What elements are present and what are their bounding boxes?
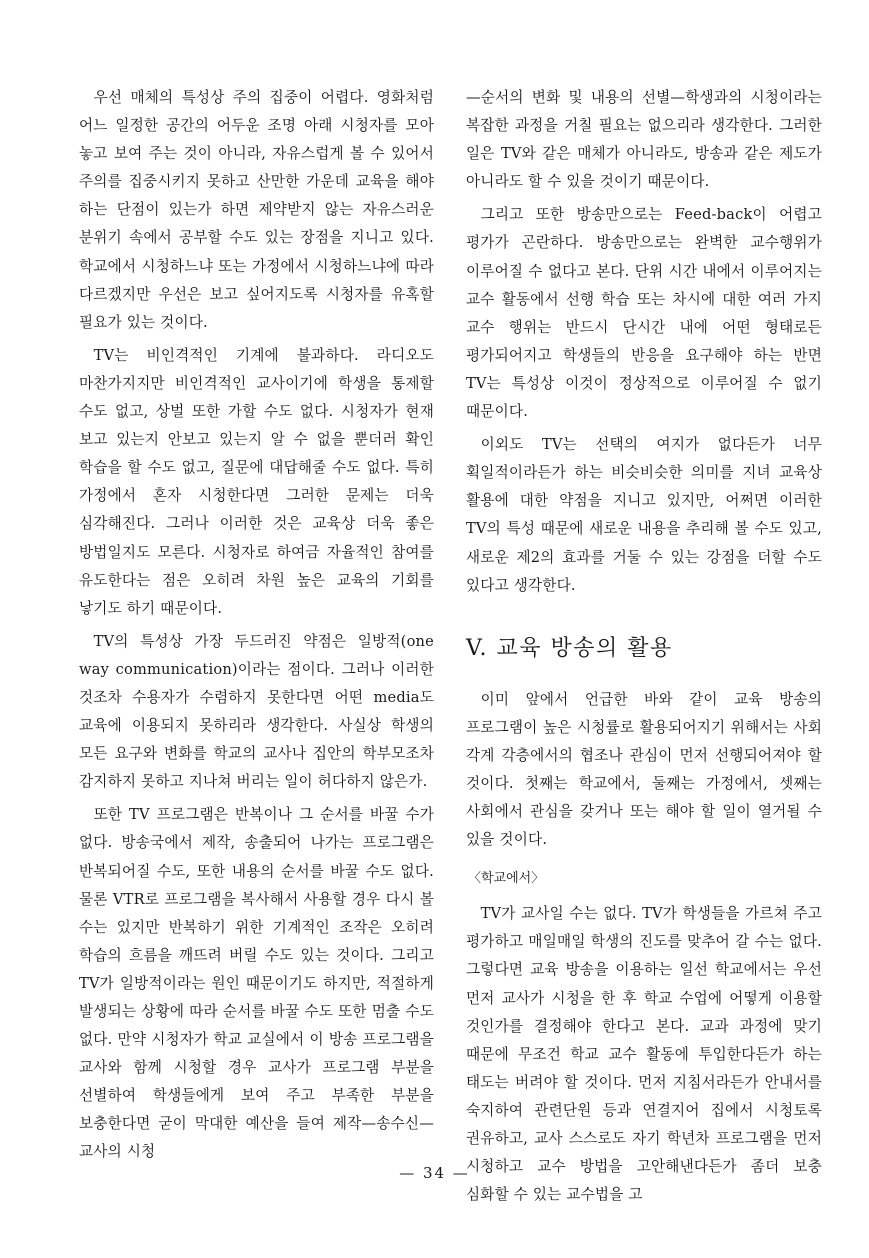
left-paragraph-2: TV는 비인격적인 기계에 불과하다. 라디오도 마찬가지지만 비인격적인 교사이기에 학생을 통제할 수도 없고, 상벌 또한 가할 수도 없다. 시청자가 현재 보고 있는지 안보고 있는지 알 수 없을 뿐더러 확인 학습을 할 수도 없고, 질문에 대답해줄 수도 없다. 특히 가정에서 혼자 시청한다면 그러한 문제는 더욱 심각해진다. 그러나 이러한 것은 교육상 더욱 좋은 방법일지도 모른다. 시청자로 하여금 자율적인 참여를 유도한다는 점은 오히려 차원 높은 교육의 기회를 낳기도 하기 때문이다. [79, 346, 434, 617]
left-paragraph-3: TV의 특성상 가장 두드러진 약점은 일방적(one way communication)이라는 점이다. 그러나 이러한 것조차 수용자가 수렴하지 못한다면 어떤 media도 교육에 이용되지 못하리라 생각한다. 사실상 학생의 모든 요구와 변화를 학교의 교사나 집안의 학부모조차 감지하지 못하고 지나쳐 버리는 일이 허다하지 않은가. [79, 632, 434, 791]
section-heading: V. 교육 방송의 활용 [466, 635, 673, 661]
right-paragraph-1: —순서의 변화 및 내용의 선별—학생과의 시청이라는 복잡한 과정을 거칠 필요는 없으리라 생각한다. 그러한 일은 TV와 같은 매체가 아니라도, 방송과 같은 제도가 아니라도 할 수 있을 것이기 때문이다. [466, 89, 822, 191]
right-paragraph-3: 이외도 TV는 선택의 여지가 없다든가 너무 획일적이라든가 하는 비슷비슷한 의미를 지녀 교육상 활용에 대한 약점을 지니고 있지만, 어쩌면 이러한 TV의 특성 때문에 새로운 내용을 추리해 볼 수도 있고, 새로운 제2의 효과를 거둘 수 있는 강점을 더할 수도 있다고 생각한다. [466, 436, 822, 594]
right-column [466, 84, 822, 1209]
left-paragraph-1: 우선 매체의 특성상 주의 집중이 어렵다. 영화처럼 어느 일정한 공간의 어두운 조명 아래 시청자를 모아 놓고 보여 주는 것이 아니라, 자유스럽게 볼 수 있어서 주의를 집중시키지 못하고 산만한 가운데 교육을 해야 하는 단점이 있는가 하면 제약받지 않는 자유스러운 분위기 속에서 공부할 수도 있는 장점을 지니고 있다. 학교에서 시청하느냐 또는 가정에서 시청하느냐에 따라 다르겠지만 우선은 보고 싶어지도록 시청자를 유혹할 필요가 있는 것이다. [79, 89, 434, 331]
page-number: — 34 — [399, 1164, 470, 1182]
right-paragraph-5: TV가 교사일 수는 없다. TV가 학생들을 가르쳐 주고 평가하고 매일매일 학생의 진도를 맞추어 갈 수는 없다. 그렇다면 교육 방송을 이용하는 일선 학교에서는 우선 먼저 교사가 시청을 한 후 학교 수업에 어떻게 이용할 것인가를 결정해야 한다고 본다. 교과 과정에 맞기 때문에 무조건 학교 교수 활동에 투입한다든가 하는 태도는 버려야 할 것이다. 먼저 지침서라든가 안내서를 숙지하여 관련단원 등과 연결지어 집에서 시청토록 권유하고, 교사 스스로도 자기 학년차 프로그램을 먼저 시청하고 교수 방법을 고안해낸다든가 좀더 보충 심화할 수 있는 교수법을 고 [466, 905, 822, 1204]
right-paragraph-4: 이미 앞에서 언급한 바와 같이 교육 방송의 프로그램이 높은 시청률로 활용되어지기 위해서는 사회 각계 각층에서의 협조나 관심이 먼저 선행되어져야 할 것이다. 첫째는 학교에서, 둘째는 가정에서, 셋째는 사회에서 관심을 갖거나 또는 해야 할 일이 열거될 수 있을 것이다. [466, 690, 822, 849]
right-paragraph-2: 그리고 또한 방송만으로는 Feed-back이 어렵고 평가가 곤란하다. 방송만으로는 완벽한 교수행위가 이루어질 수 없다고 본다. 단위 시간 내에서 이루어지는 교수 활동에서 선행 학습 또는 차시에 대한 여러 가지 교수 행위는 반드시 단시간 내에 어떤 형태로든 평가되어지고 학생들의 반응을 요구해야 하는 반면 TV는 특성상 이것이 정상적으로 이루어질 수 없기 때문이다. [466, 206, 822, 421]
subsection-heading: 〈학교에서〉 [468, 871, 545, 887]
left-paragraph-4: 또한 TV 프로그램은 반복이나 그 순서를 바꿀 수가 없다. 방송국에서 제작, 송출되어 나가는 프로그램은 반복되어질 수도, 또한 내용의 순서를 바꿀 수도 없다. 물론 VTR로 프로그램을 복사해서 사용할 경우 다시 볼 수는 있지만 반복하기 위한 기계적인 조작은 오히려 학습의 흐름을 깨뜨려 버릴 수도 있는 것이다. 그리고 TV가 일방적이라는 원인 때문이기도 하지만, 적절하게 발생되는 상황에 따라 순서를 바꿀 수도 또한 멈출 수도 없다. 만약 시청자가 학교 교실에서 이 방송 프로그램을 교사와 함께 시청할 경우 교사가 프로그램 부분을 선별하여 학생들에게 보여 주고 부족한 부분을 보충한다면 굳이 막대한 예산을 들여 제작—송수신—교사의 시청 [79, 806, 434, 1161]
left-column [79, 84, 434, 1167]
